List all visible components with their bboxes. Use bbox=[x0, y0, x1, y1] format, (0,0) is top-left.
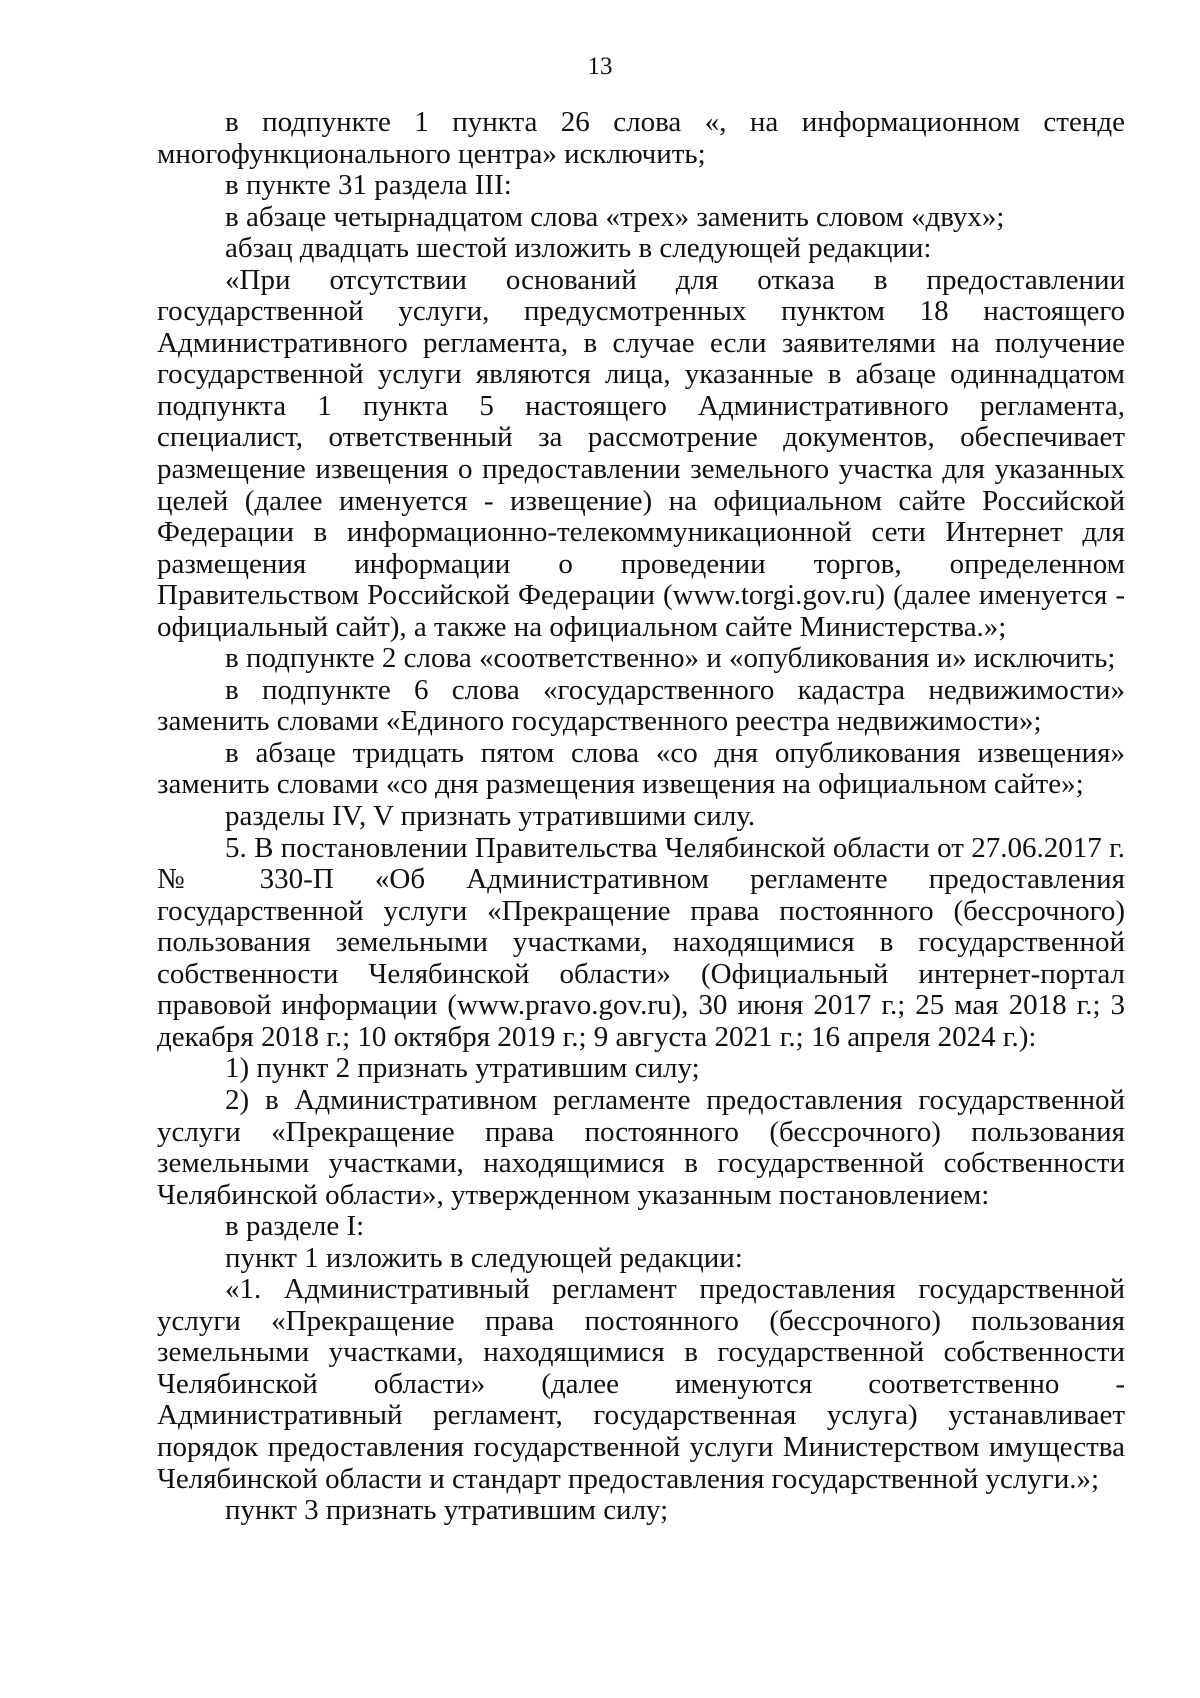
paragraph: абзац двадцать шестой изложить в следующей редакции: bbox=[225, 232, 932, 265]
paragraph: пункт 1 изложить в следующей редакции: bbox=[225, 1241, 743, 1274]
paragraph: «При отсутствии оснований для отказа в предоставлении государственной услуги, предусмотренных пунктом 18 настоящего Административного регламента, в случае если заявителями на получение государственной услуги являются лица, указанные в абзаце одиннадцатом подпункта 1 пункта 5 настоящего Административного регламента, специалист, ответственный за рассмотрение документов, обеспечивает размещение извещения о предоставлении земельного участка для указанных целей (далее именуется - извещение) на официальном сайте Российской Федерации в информационно-телекоммуникационной сети Интернет для размещения информации о проведении торгов, определенном Правительством Российской Федерации (www.torgi.gov.ru) (далее именуется - официальный сайт), а также на официальном сайте Министерства.»; bbox=[157, 263, 1125, 643]
page-number: 13 bbox=[587, 53, 613, 80]
document-body bbox=[157, 107, 1125, 1527]
paragraph: 2) в Административном регламенте предоставления государственной услуги «Прекращение права постоянного (бессрочного) пользования земельными участками, находящимися в государственной собственности Челябинской области», утвержденном указанным постановлением: bbox=[157, 1083, 1125, 1211]
paragraph: «1. Административный регламент предоставления государственной услуги «Прекращение права постоянного (бессрочного) пользования земельными участками, находящимися в государственной собственности Челябинской области» (далее именуются соответственно - Административный регламент, государственная услуга) устанавливает порядок предоставления государственной услуги Министерством имущества Челябинской области и стандарт предоставления государственной услуги.»; bbox=[157, 1273, 1125, 1495]
paragraph: 5. В постановлении Правительства Челябинской области от 27.06.2017 г. № 330-П «Об Административном регламенте предоставления государственной услуги «Прекращение права постоянного (бессрочного) пользования земельными участками, находящимися в государственной собственности Челябинской области» (Официальный интернет-портал правовой информации (www.pravo.gov.ru), 30 июня 2017 г.; 25 мая 2018 г.; 3 декабря 2018 г.; 10 октября 2019 г.; 9 августа 2021 г.; 16 апреля 2024 г.): bbox=[157, 831, 1125, 1053]
paragraph: 1) пункт 2 признать утратившим силу; bbox=[225, 1052, 700, 1085]
paragraph: в разделе I: bbox=[225, 1210, 365, 1243]
paragraph: разделы IV, V признать утратившими силу. bbox=[225, 800, 756, 833]
paragraph: в абзаце четырнадцатом слова «трех» заменить словом «двух»; bbox=[225, 200, 1005, 233]
paragraph: в абзаце тридцать пятом слова «со дня опубликования извещения» заменить словами «со дня размещения извещения на официальном сайте»; bbox=[157, 736, 1125, 801]
paragraph: в подпункте 6 слова «государственного кадастра недвижимости» заменить словами «Единого государственного реестра недвижимости»; bbox=[157, 673, 1125, 738]
paragraph: в пункте 31 раздела III: bbox=[225, 169, 512, 202]
paragraph: пункт 3 признать утратившим силу; bbox=[225, 1494, 669, 1527]
paragraph: в подпункте 2 слова «соответственно» и «опубликования и» исключить; bbox=[225, 642, 1116, 675]
paragraph: в подпункте 1 пункта 26 слова «, на информационном стенде многофункционального центра» исключить; bbox=[157, 106, 1125, 170]
